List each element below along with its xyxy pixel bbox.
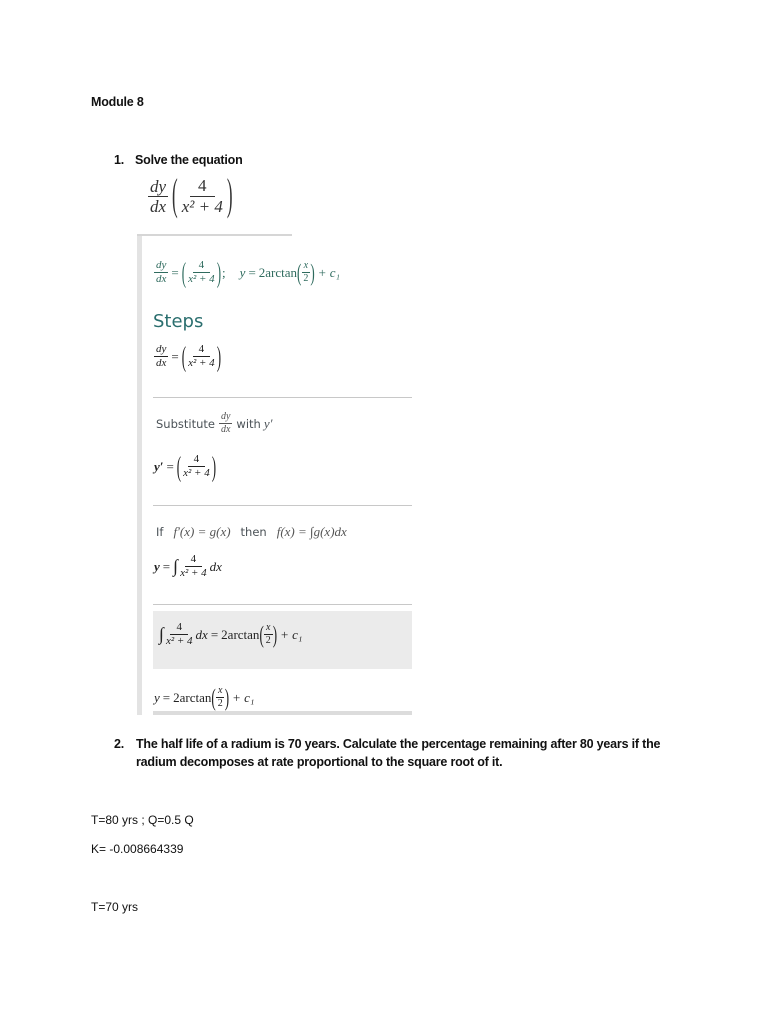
steps-heading: Steps	[153, 311, 204, 332]
integral-result: ∫ $\frac{4}{\text{x² + 4}}$ dx = 2arctan ( $\frac{x}{2}$ ) + c₁	[159, 619, 303, 648]
question-1-equation: $\frac{dy}{dx}$ ( $\frac{4}{\text{x² + 4}}$ )	[150, 170, 233, 220]
divider	[153, 604, 412, 605]
question-1-number: 1.	[114, 153, 125, 167]
substitute-line: Substitute $\frac{dy}{dx}$ with y′	[156, 411, 273, 435]
y-integral-expression: y = ∫ $\frac{4}{\text{x² + 4}}$ dx	[154, 553, 222, 579]
question-2-number: 2.	[114, 737, 125, 751]
divider	[153, 397, 412, 398]
question-1-text: Solve the equation	[135, 153, 243, 167]
divider	[153, 505, 412, 506]
steps-panel	[137, 234, 412, 715]
answer-line-2: K= -0.008664339	[91, 842, 184, 856]
question-2-line-2: radium decomposes at rate proportional to the square root of it.	[136, 755, 503, 769]
answer-line-3: T=70 yrs	[91, 900, 139, 914]
answer-line-1: T=80 yrs ; Q=0.5 Q	[91, 813, 194, 827]
question-2-line-1: The half life of a radium is 70 years. Calculate the percentage remaining after 80 years if the	[136, 737, 661, 751]
step-1-expression: $\frac{dy}{dx}$ = ( $\frac{4}{\text{x² + 4}}$ )	[156, 338, 222, 372]
final-answer: y = 2arctan ( $\frac{x}{2}$ ) + c₁	[154, 682, 255, 711]
integration-rule: If f′(x) = g(x) then f(x) = ∫g(x)dx	[156, 524, 347, 539]
dy-dx-fraction: $\frac{dy}{dx}$	[150, 176, 167, 216]
module-title: Module 8	[91, 95, 144, 109]
four-over-x2-plus-4: $\frac{4}{\text{x² + 4}}$	[181, 176, 223, 216]
y-prime-expression: y′ = ( $\frac{4}{\text{x² + 4}}$ )	[154, 448, 217, 482]
result-line: $\frac{dy}{dx}$ = ( $\frac{4}{\text{x² + 4}}$ ) ; y = 2arctan ( $\frac{x}{2}$ ) + c₁	[156, 254, 341, 288]
